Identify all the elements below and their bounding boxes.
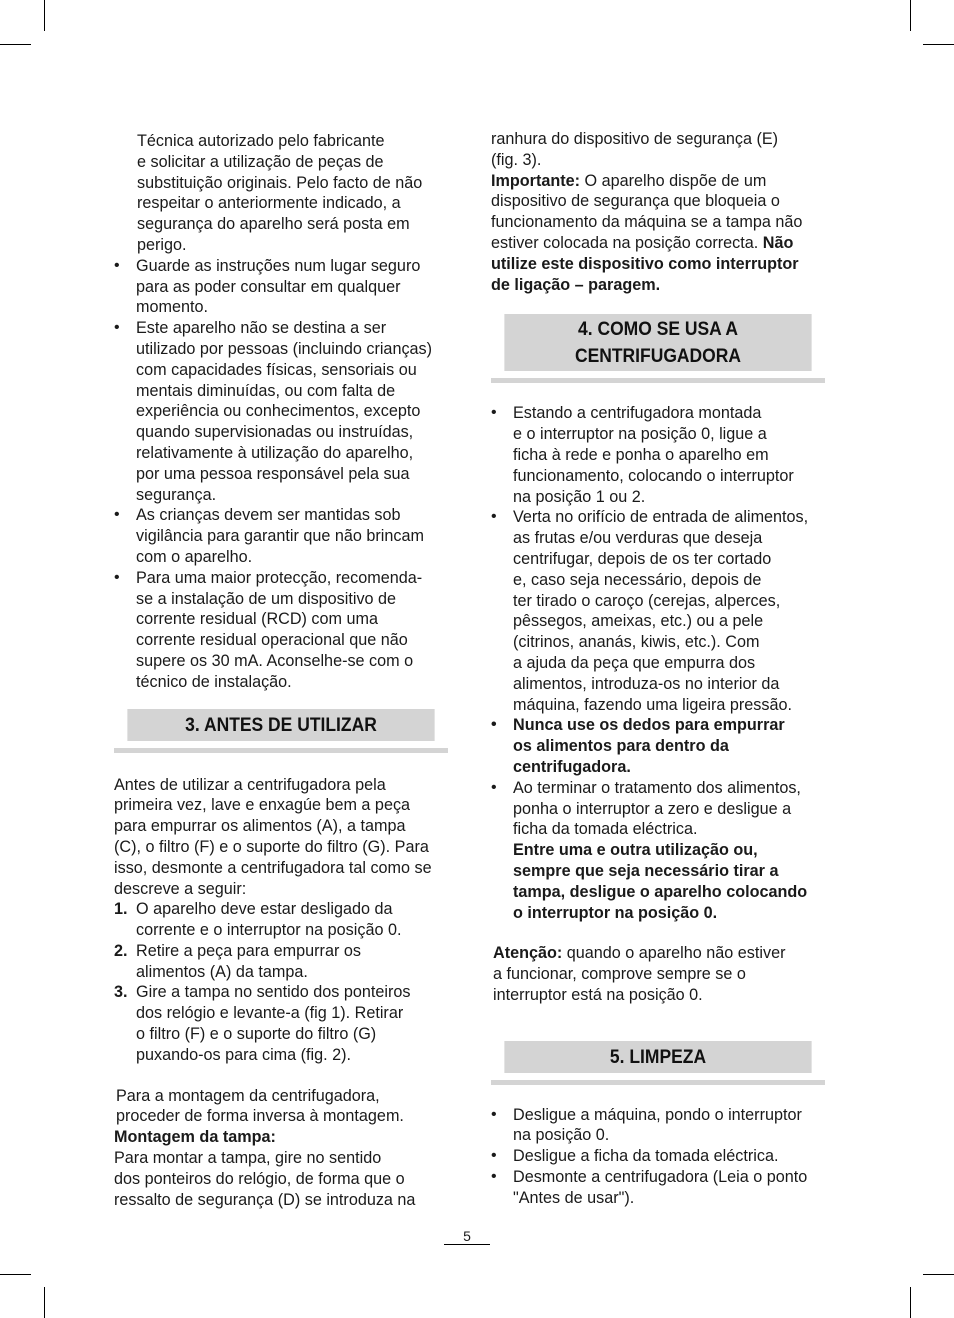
text-line: na posição 1 ou 2. [513,487,646,506]
section-title-line: 4. COMO SE USA A [578,319,738,341]
section-rule [114,748,448,753]
text-line: • Nunca use os dedos para empurrar [513,716,785,735]
text-line: corrente e o interruptor na posição 0. [136,921,402,940]
text-line: substituição originais. Pelo facto de não [137,173,423,192]
text-line: corrente residual operacional que não [136,631,408,650]
text-line: • Guarde as instruções num lugar seguro [136,256,421,275]
section-title [504,314,811,371]
step-number: 1. [114,900,128,919]
text-span: estiver colocada na posição correcta. [491,233,759,252]
cleaning-bullet-list [491,1105,825,1209]
text-line: momento. [136,298,208,317]
text-line: a ajuda da peça que empurra dos [513,653,756,672]
text-line: ranhura do dispositivo de segurança (E) [491,130,779,148]
text-span: quando o aparelho não estiver [562,944,786,963]
text-line: O aparelho deve estar desligado da [136,900,393,919]
text-line: funcionamento, colocando o interruptor [513,466,794,485]
crop-mark [910,0,911,31]
text-line: centrifugadora. [513,757,631,776]
text-line: • Desligue a máquina, pondo o interruptor [513,1105,802,1124]
section-title: 5. LIMPEZA [504,1041,811,1073]
text-line [491,254,825,275]
list-item [114,318,448,505]
text-line: • Desligue a ficha da tomada eléctrica. [513,1147,779,1166]
text-line: os alimentos para dentro da [513,737,729,756]
crop-mark [0,44,31,45]
text-line: (fig. 3). [491,150,542,169]
text-line: • As crianças devem ser mantidas sob [136,506,401,525]
list-item [114,256,448,318]
bold-text: utilize este dispositivo como interruptor [491,254,799,273]
text-line: para empurrar os alimentos (A), a tampa [114,817,406,836]
crop-mark [44,0,45,31]
list-item [491,1167,825,1209]
bold-text: o interruptor na posição 0. [513,903,718,922]
text-line: • Desmonte a centrifugadora (Leia o ponto [513,1168,808,1187]
text-line: para as poder consultar em qualquer [136,277,401,296]
text-line: pêssegos, ameixas, etc.) ou a pele [513,612,764,631]
text-line: supere os 30 mA. Aconselhe-se com o [136,651,414,670]
list-item [491,403,825,507]
text-line: Para a montagem da centrifugadora, [116,1086,380,1105]
text-line: Para montar a tampa, gire no sentido [114,1149,382,1168]
text-line: • Este aparelho não se destina a ser [136,319,387,338]
text-line: técnico de instalação. [136,672,292,691]
crop-mark [0,1274,31,1275]
text-line: o filtro (F) e o suporte do filtro (G) [136,1025,377,1044]
text-line: quando supervisionadas ou instruídas, [136,423,414,442]
text-line: corrente residual (RCD) com uma [136,610,378,629]
text-line: • Ao terminar o tratamento dos alimentos, [513,778,801,797]
text-line: mentais diminuídas, ou com falta de [136,381,396,400]
important-paragraph [491,171,825,192]
list-item [491,1146,825,1167]
text-line: ficha à rede e ponha o aparelho em [513,445,769,464]
text-line: (citrinos, ananás, kiwis, etc.). Com [513,633,760,652]
text-line [513,903,825,924]
bold-text: sempre que seja necessário tirar a [513,861,779,880]
text-line: (C), o filtro (F) e o suporte do filtro (G). Para [114,837,429,856]
lid-assembly-text [114,1148,448,1210]
step-number: 3. [114,983,128,1002]
text-line: vigilância para garantir que não brincam [136,527,424,546]
left-column [114,131,448,1210]
text-span: O aparelho dispõe de um [580,171,767,190]
list-item [491,1105,825,1147]
crop-mark [44,1287,45,1318]
text-line: Gire a tampa no sentido dos ponteiros [136,983,411,1002]
text-line: as frutas e/ou verduras que deseja [513,529,763,548]
text-line: utilizado por pessoas (incluindo crianças) [136,339,433,358]
list-item [491,715,825,777]
list-item [114,941,448,983]
crop-mark [910,1287,911,1318]
right-column [491,129,825,1209]
safety-bullet-list [114,256,448,693]
section-rule [491,1080,825,1085]
bold-text: de ligação – paragem. [491,275,661,294]
text-line: segurança do aparelho será posta em [137,215,410,234]
text-line: relativamente à utilização do aparelho, [136,443,414,462]
text-line: experiência ou conhecimentos, excepto [136,402,421,421]
section-3-intro [114,775,448,900]
list-item [114,899,448,941]
text-line [491,275,825,296]
text-line: Técnica autorizado pelo fabricante [137,132,385,150]
text-line: e solicitar a utilização de peças de [137,152,384,171]
list-item [114,982,448,1065]
list-item [491,778,825,924]
crop-mark [923,44,954,45]
list-item [114,505,448,567]
text-line: ficha da tomada eléctrica. [513,820,698,839]
text-line: Antes de utilizar a centrifugadora pela [114,775,386,794]
text-line: alimentos, introduza-os no interior da [513,674,780,693]
page-number-rule [444,1244,490,1245]
lid-assembly-title [114,1127,448,1148]
text-line: máquina, fazendo uma ligeira pressão. [513,695,792,714]
disassembly-steps [114,899,448,1065]
bold-text: Não [758,233,794,252]
section-3-header [114,709,448,753]
text-line: primeira vez, lave e enxagúe bem a peça [114,796,411,815]
text-line: • Verta no orifício de entrada de alimentos, [513,508,809,527]
text-line [513,840,825,861]
text-line: • Estando a centrifugadora montada [513,404,762,423]
text-line: dispositivo de segurança que bloqueia o [491,192,780,211]
section-title: 3. ANTES DE UTILIZAR [127,709,434,741]
attention-paragraph [491,943,825,1005]
attention-label: Atenção: [493,944,563,963]
text-line: isso, desmonte a centrifugadora tal como se [114,858,432,877]
text-line: "Antes de usar"). [513,1188,635,1207]
text-line: ressalto de segurança (D) se introduza na [114,1190,416,1209]
text-line: respeitar o anteriormente indicado, a [137,194,401,213]
text-line: alimentos (A) da tampa. [136,962,308,981]
text-line: segurança. [136,485,217,504]
text-line: se a instalação de um dispositivo de [136,589,397,608]
section-4-header [491,314,825,383]
text-line: a funcionar, comprove sempre se o [493,965,746,984]
text-line: dos relógio e levante-a (fig 1). Retirar [136,1004,404,1023]
text-line: com o aparelho. [136,547,253,566]
text-line: por uma pessoa responsável pela sua [136,464,410,483]
important-label: Importante: [491,171,581,190]
bold-text: Entre uma e outra utilização ou, [513,841,758,860]
text-line: puxando-os para cima (fig. 2). [136,1045,352,1064]
text-line [513,861,825,882]
crop-mark [923,1274,954,1275]
text-line: ponha o interruptor a zero e desligue a [513,799,792,818]
page-number: 5 [463,1228,471,1244]
section-5-header [491,1041,825,1085]
assembly-paragraph [114,1086,448,1128]
text-line: e, caso seja necessário, depois de [513,570,762,589]
text-line: centrifugar, depois de os ter cortado [513,549,772,568]
text-line: ter tirado o caroço (cerejas, alperces, [513,591,781,610]
text-line: descreve a seguir: [114,879,247,898]
text-line [493,943,825,964]
usage-bullet-list [491,403,825,923]
list-item [491,507,825,715]
text-line: Retire a peça para empurrar os [136,941,361,960]
text-line: proceder de forma inversa à montagem. [116,1107,404,1126]
intro-paragraph [114,131,448,256]
text-line: interruptor está na posição 0. [493,985,703,1004]
text-line [513,882,825,903]
bold-text: Montagem da tampa: [114,1128,276,1147]
text-line [491,233,825,254]
text-line: • Para uma maior protecção, recomenda- [136,568,423,587]
text-line: com capacidades físicas, sensoriais ou [136,360,417,379]
text-line: dos ponteiros do relógio, de forma que o [114,1169,405,1188]
section-title-line: CENTRIFUGADORA [574,346,742,368]
text-line: funcionamento da máquina se a tampa não [491,213,803,232]
step-number: 2. [114,941,128,960]
text-line: na posição 0. [513,1126,610,1145]
text-line: e o interruptor na posição 0, ligue a [513,425,767,444]
list-item [114,568,448,693]
section-rule [491,378,825,383]
bold-text: tampa, desligue o aparelho colocando [513,882,808,901]
text-line: perigo. [137,235,187,254]
